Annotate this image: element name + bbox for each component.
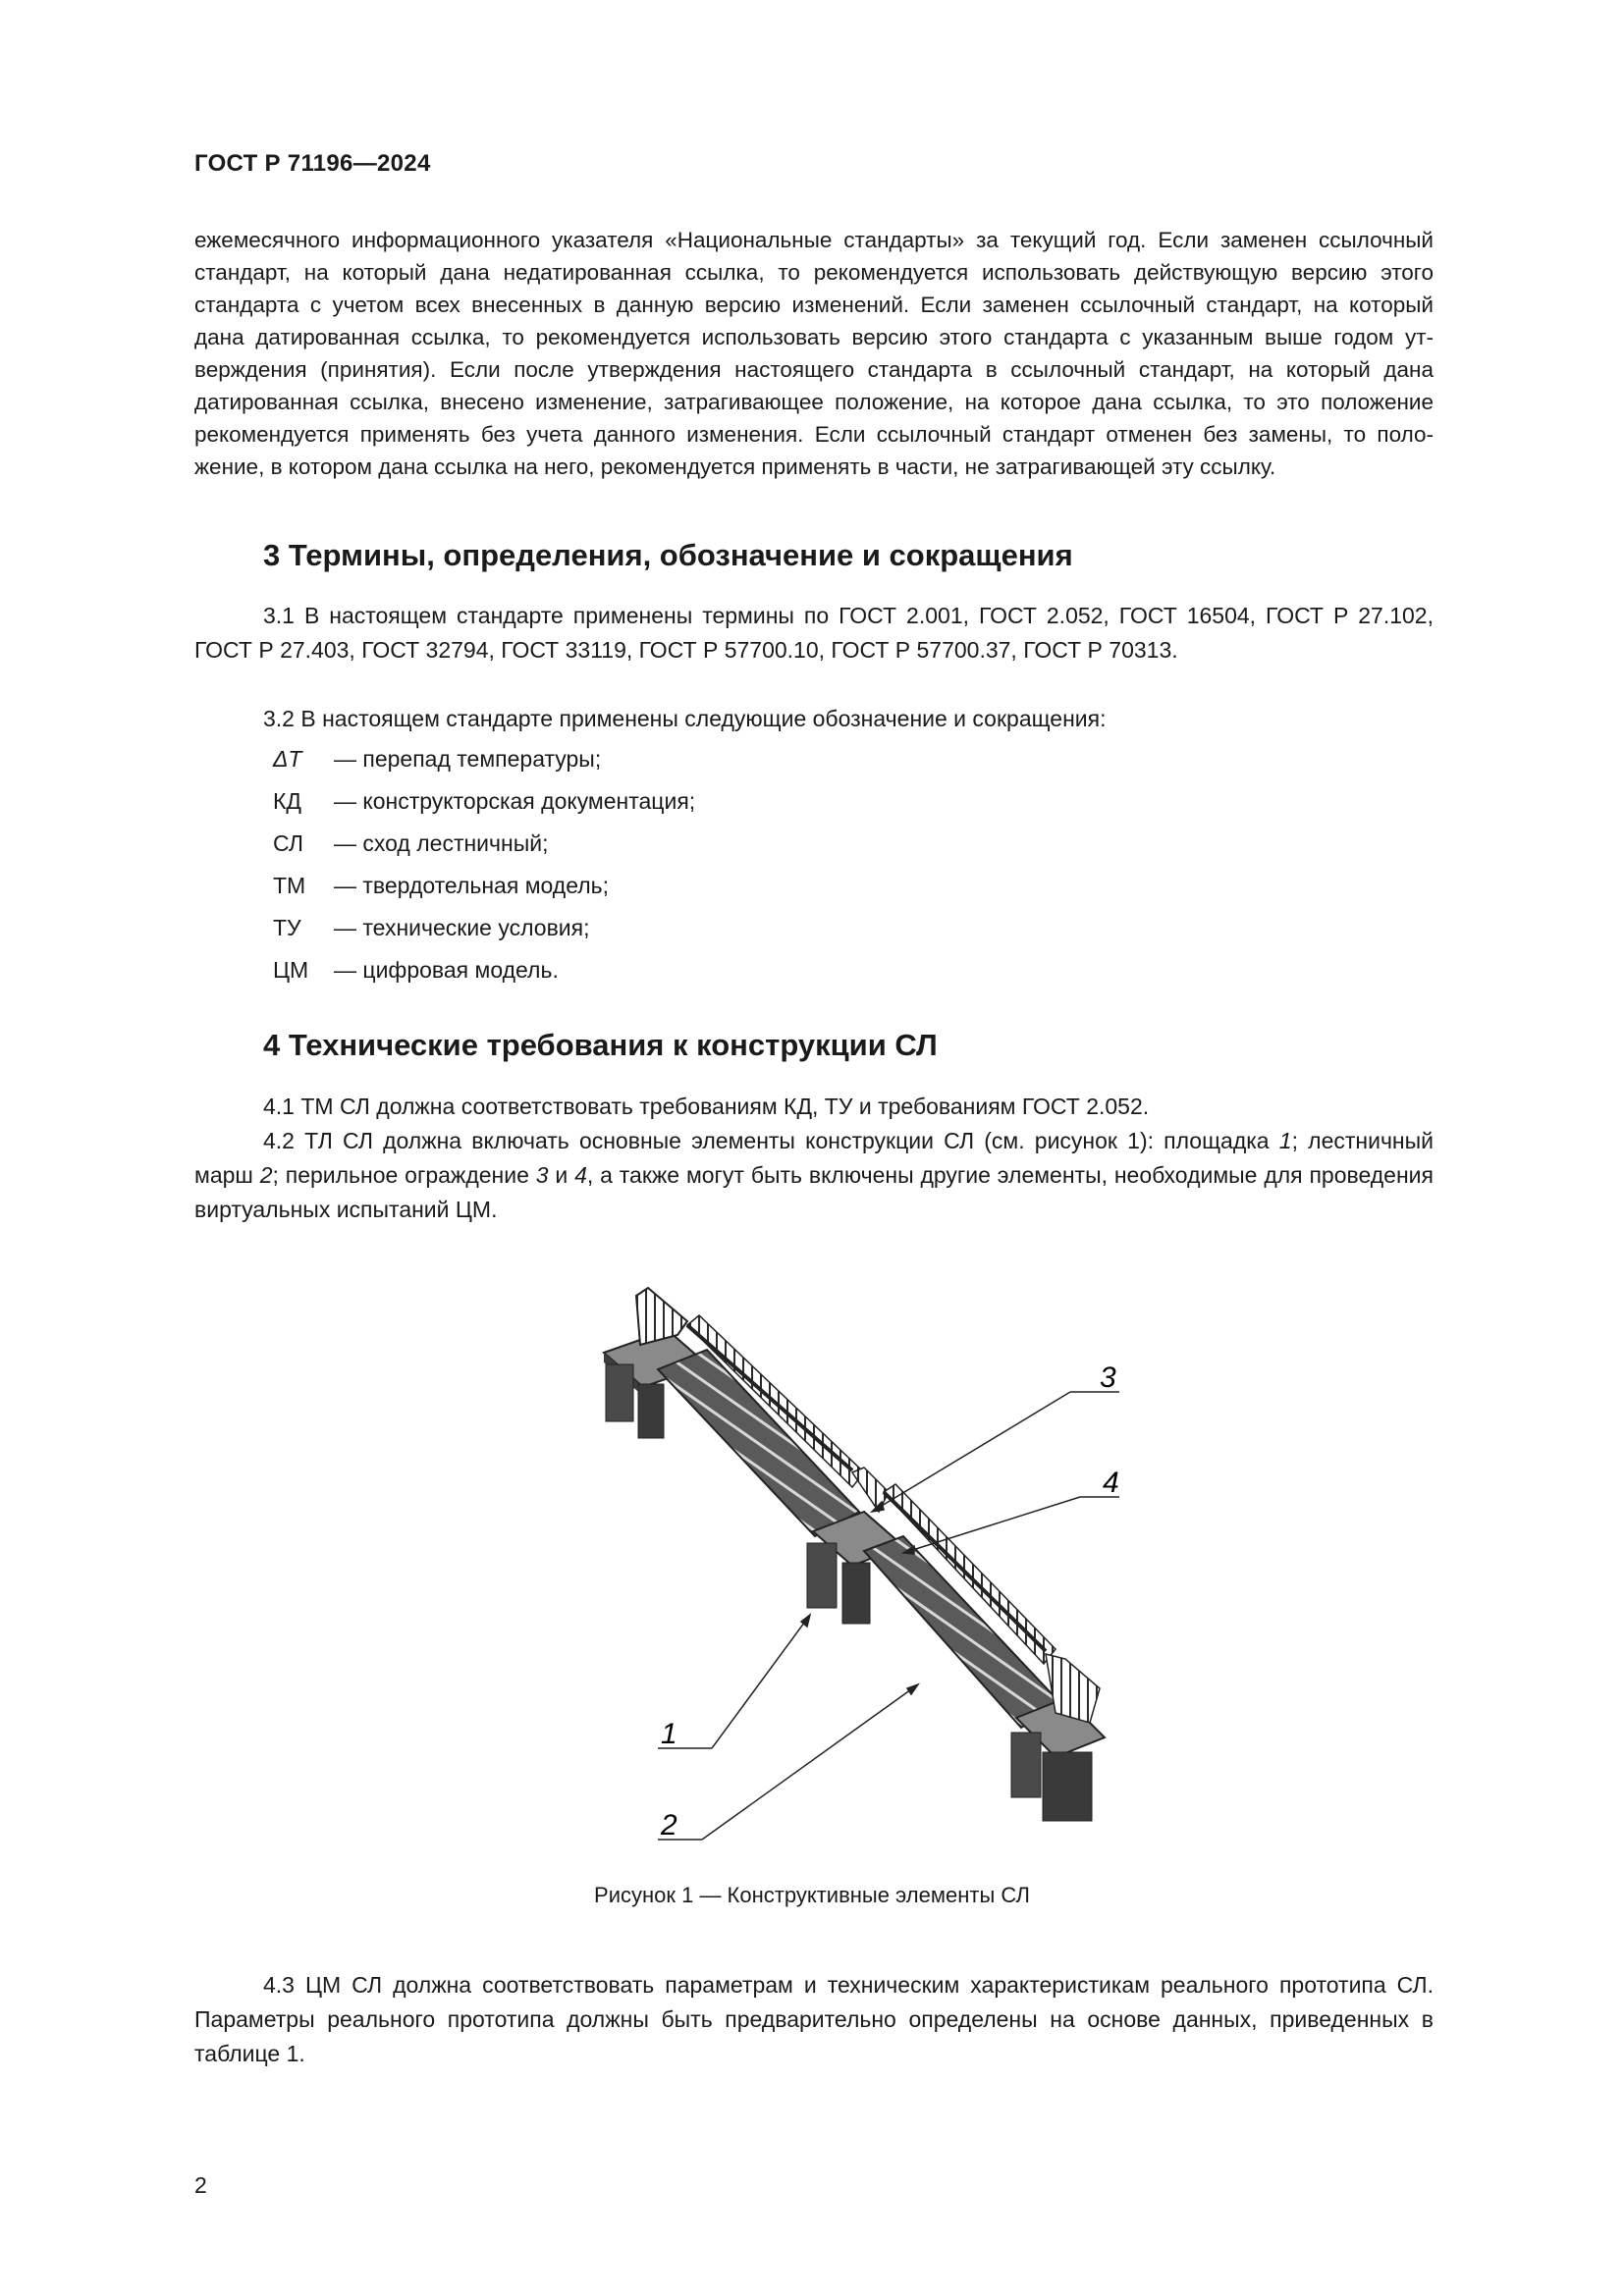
figure-caption: Рисунок 1 — Конструктивные элементы СЛ bbox=[594, 1883, 1030, 1907]
abbreviation-key: КД bbox=[273, 788, 301, 814]
abbreviation-definition: — сход лестничный; bbox=[334, 830, 549, 856]
abbreviation-key: СЛ bbox=[273, 830, 303, 856]
figure-label-3: 3 bbox=[1100, 1362, 1116, 1394]
paragraph-4-3: 4.3 ЦМ СЛ должна соответствовать параметрам и техническим характеристикам реального прототипа СЛ. Параметры реального прототипа должны быть предварительно определены на основе данных, приведенных в таблице 1. bbox=[194, 1972, 1434, 2066]
paragraph-3-2: 3.2 В настоящем стандарте применены следующие обозначение и сокращения: bbox=[263, 706, 1107, 731]
abbreviation-definition: — перепад температуры; bbox=[334, 746, 602, 772]
figure-label-1: 1 bbox=[661, 1718, 677, 1750]
document-header: ГОСТ Р 71196—2024 bbox=[194, 150, 431, 177]
intro-line-2: стандарт, на который дана недатированная ссылка, то рекомендуется использовать действующую версию этого bbox=[194, 260, 1434, 285]
intro-line-6: датированная ссылка, внесено изменение, затрагивающее положение, на которое дана ссылка, то это положение bbox=[194, 390, 1434, 414]
paragraph-3-1: 3.1 В настоящем стандарте применены термины по ГОСТ 2.001, ГОСТ 2.052, ГОСТ 16504, ГОСТ Р 27.102, ГОСТ Р 27.403, ГОСТ 32794, ГОСТ 33119, ГОСТ Р 57700.10, ГОСТ Р 57700.37, ГОСТ Р 70313. bbox=[194, 603, 1434, 663]
abbreviation-definition: — технические условия; bbox=[334, 915, 590, 940]
intro-line-8: жение, в котором дана ссылка на него, рекомендуется применять в части, не затрагивающей эту ссылку. bbox=[194, 454, 1276, 479]
abbreviation-definition: — цифровая модель. bbox=[334, 957, 559, 983]
paragraph-4-2: 4.2 ТЛ СЛ должна включать основные элементы конструкции СЛ (см. рисунок 1): площадка 1; лестничный марш 2; перильное ограждение 3 и 4, а также могут быть включены другие элементы, необходимые для проведения виртуальных испытаний ЦМ. bbox=[194, 1128, 1435, 1222]
page-number: 2 bbox=[194, 2172, 207, 2198]
abbreviation-key: ЦМ bbox=[273, 957, 309, 983]
abbreviation-key: ΔT bbox=[273, 746, 302, 772]
figure-label-4: 4 bbox=[1103, 1467, 1119, 1499]
second-stair-flight bbox=[864, 1484, 1060, 1728]
figure-label-2: 2 bbox=[661, 1809, 677, 1842]
abbreviation-definition: — конструкторская документация; bbox=[334, 788, 696, 814]
intro-line-3: стандарта с учетом всех внесенных в данную версию изменений. Если заменен ссылочный стандарт, на который bbox=[194, 293, 1434, 317]
abbreviation-key: ТУ bbox=[273, 915, 301, 940]
intro-line-1: ежемесячного информационного указателя «Национальные стандарты» за текущий год. Если заменен ссылочный bbox=[194, 228, 1434, 252]
section-3-title: 3 Термины, определения, обозначение и сокращения bbox=[263, 538, 1073, 572]
intro-line-7: рекомендуется применять без учета данного изменения. Если ссылочный стандарт отменен без замены, то поло- bbox=[194, 422, 1434, 447]
abbreviation-definition: — твердотельная модель; bbox=[334, 873, 610, 898]
intro-line-5: верждения (принятия). Если после утверждения настоящего стандарта в ссылочный стандарт, на который дана bbox=[194, 357, 1434, 382]
intro-line-4: дана датированная ссылка, то рекомендуется использовать версию этого стандарта с указанным выше годом ут- bbox=[194, 325, 1434, 349]
section-4-title: 4 Технические требования к конструкции СЛ bbox=[263, 1028, 938, 1062]
paragraph-4-1: 4.1 ТМ СЛ должна соответствовать требованиям КД, ТУ и требованиям ГОСТ 2.052. bbox=[263, 1094, 1150, 1119]
abbreviation-key: ТМ bbox=[273, 873, 306, 898]
